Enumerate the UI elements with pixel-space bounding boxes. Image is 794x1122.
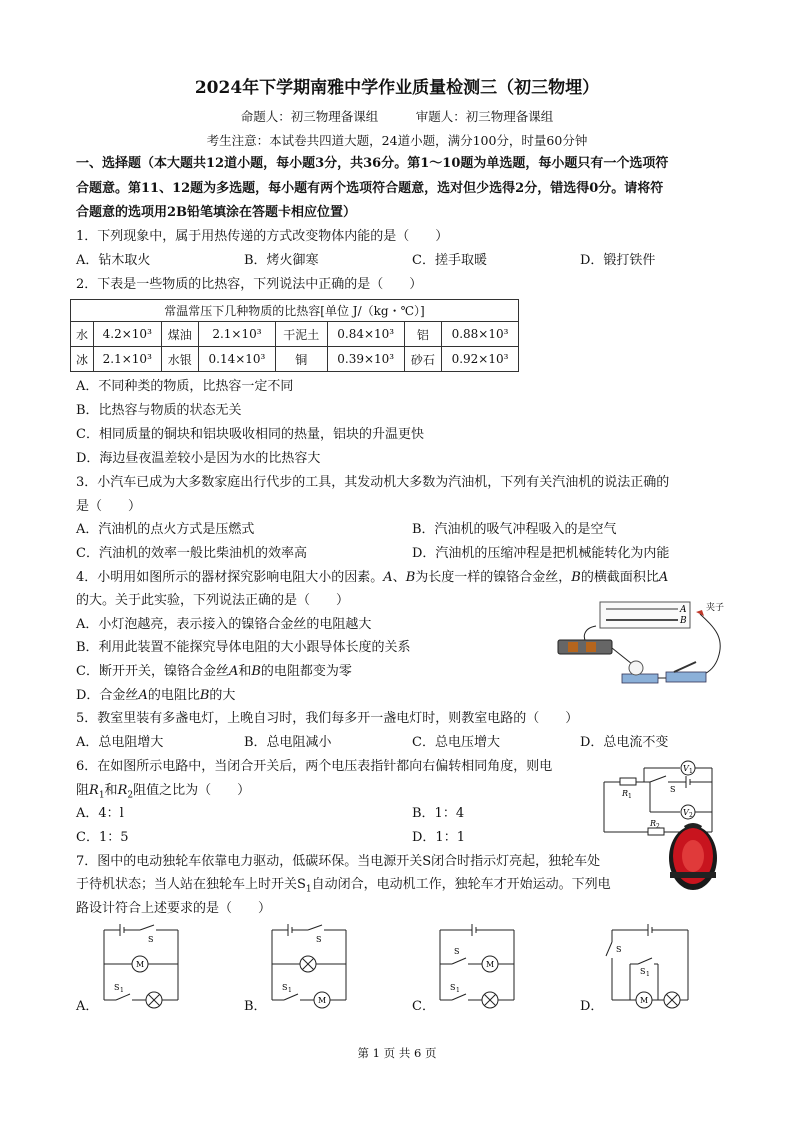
switch-icon	[650, 776, 666, 782]
fig-label-s1-sub: 1	[456, 987, 460, 994]
switch-s1-icon	[638, 958, 652, 964]
fig-label-r2: R	[650, 819, 657, 828]
fig-label-r1-sub: 1	[628, 793, 632, 800]
table-row	[71, 347, 519, 372]
table-cell: 干泥土	[275, 322, 327, 347]
q7-circuit-b	[268, 924, 350, 1004]
q7-stem-2: 于待机状态；当人站在独轮车上时开关$S_1$自动闭合，电动机工作，独轮车才开始运动。下列电	[76, 877, 611, 895]
table-cell: 0.39×10³	[327, 347, 404, 372]
q4-apparatus-figure	[550, 598, 750, 694]
fig-label-v2: V	[683, 808, 689, 817]
fig-label-b: B	[680, 616, 687, 626]
wire-lead	[612, 648, 632, 664]
fig-label-s: S	[316, 935, 322, 944]
q6-option-a: A．4：l	[76, 806, 124, 821]
q4-stem-2: 的大。关于此实验，下列说法正确的是（ ）	[76, 593, 350, 608]
table-cell: 4.2×10³	[93, 322, 161, 347]
table-cell: 2.1×10³	[198, 322, 275, 347]
switch-s1-icon	[284, 994, 298, 1000]
table-caption: 常温常压下几种物质的比热容[单位 J/（kg・℃）]	[71, 300, 519, 322]
q1-option-b: B．烤火御寒	[244, 253, 319, 268]
table-cell: 2.1×10³	[93, 347, 161, 372]
fig-label-clip: 夹子	[706, 603, 725, 613]
fig-label-m: M	[640, 996, 649, 1005]
battery-holder	[558, 640, 612, 654]
table-cell: 冰	[71, 347, 94, 372]
q6-option-d: D．1：1	[412, 830, 465, 845]
notice-line: 考生注意：本试卷共四道大题，24道小题，满分100分，时量60分钟	[206, 133, 588, 148]
q3-stem-2: 是（ ）	[76, 499, 142, 514]
q4-option-c: C．断开开关，镍铬合金丝A和B的电阻都变为零	[76, 664, 352, 679]
table-cell: 0.88×10³	[442, 322, 519, 347]
fig-label-m: M	[318, 996, 327, 1005]
authors-line: 命题人：初三物理备课组 审题人：初三物理备课组	[240, 109, 554, 124]
q7-option-c: C．	[412, 999, 435, 1014]
switch-s-icon	[452, 958, 466, 964]
fig-label-m: M	[486, 960, 495, 969]
section-instructions-2: 合题意。第11、12题为多选题，每小题有两个选项符合题意，选对但少选得2分，错选得0分。请将符	[76, 181, 664, 196]
battery-icon	[568, 642, 578, 652]
q3-option-c: C．汽油机的效率一般比柴油机的效率高	[76, 546, 307, 561]
q6-option-b: B．1：4	[412, 806, 465, 821]
fig-label-s: S	[148, 935, 154, 944]
q5-option-b: B．总电阻减小	[244, 735, 332, 750]
fig-label-s: S	[616, 945, 622, 954]
clip-icon	[696, 610, 704, 616]
table-cell: 水	[71, 322, 94, 347]
q7-option-a: A．	[76, 999, 99, 1014]
fig-label-v1: V	[683, 764, 689, 773]
table-cell: 砂石	[404, 347, 441, 372]
q6-stem-1: 6．在如图所示电路中，当闭合开关后，两个电压表指针都向右偏转相同角度，则电	[76, 759, 553, 774]
fig-label-s1: S	[114, 983, 120, 992]
section-instructions-1: 一、选择题（本大题共12道小题，每小题3分，共36分。第1～10题为单选题，每小题只有一个选项符	[76, 156, 669, 171]
q4-option-d: D．合金丝A的电阻比B的大	[76, 688, 236, 703]
switch-s1-icon	[452, 994, 466, 1000]
q5-option-d: D．总电流不变	[580, 735, 669, 750]
q5-option-c: C．总电压增大	[412, 735, 500, 750]
specific-heat-table	[70, 299, 519, 372]
fig-label-s1-sub: 1	[646, 971, 650, 978]
table-row	[71, 322, 519, 347]
fig-label-a: A	[680, 605, 687, 615]
fig-label-v1-sub: 1	[689, 768, 693, 775]
page-number: 第 1 页 共 6 页	[357, 1046, 437, 1060]
switch-lever-icon	[674, 662, 696, 672]
section-instructions-3: 合题意的选项用2B铅笔填涂在答题卡相应位置）	[76, 205, 357, 220]
switch-s-icon	[140, 925, 154, 930]
q2-option-a: A．不同种类的物质，比热容一定不同	[76, 379, 294, 394]
page-title: 2024年下学期南雅中学作业质量检测三（初三物埋）	[194, 78, 600, 98]
q2-stem: 2．下表是一些物质的比热容，下列说法中正确的是（ ）	[76, 277, 423, 292]
q1-stem: 1．下列现象中，属于用热传递的方式改变物体内能的是（ ）	[76, 229, 449, 244]
q3-option-d: D．汽油机的压缩冲程是把机械能转化为内能	[412, 546, 670, 561]
q4-stem-1: 4．小明用如图所示的器材探究影响电阻大小的因素。A、B为长度一样的镍铬合金丝，B的横截面积比A	[76, 570, 669, 585]
switch-s1-icon	[116, 994, 130, 1000]
q6-stem-2: 阻$R_1$和$R_2$阻值之比为（ ）	[76, 783, 251, 801]
fig-label-s1-sub: 1	[288, 987, 292, 994]
q7-circuit-a	[100, 924, 182, 1004]
switch-s-icon	[308, 925, 322, 930]
resistor-r1	[620, 778, 636, 785]
table-cell: 0.92×10³	[442, 347, 519, 372]
q7-option-d: D．	[580, 999, 604, 1014]
q7-option-b: B．	[244, 999, 267, 1014]
q1-option-a: A．钻木取火	[76, 253, 151, 268]
q3-option-a: A．汽油机的点火方式是压燃式	[76, 522, 255, 537]
q7-stem-1: 7．图中的电动独轮车依靠电力驱动，低碳环保。当电源开关S闭合时指示灯亮起，独轮车处	[76, 854, 601, 869]
fig-label-s1: S	[450, 983, 456, 992]
q7-circuit-c	[436, 924, 518, 1004]
q1-option-c: C．搓手取暖	[412, 253, 487, 268]
fig-label-s1: S	[640, 967, 646, 976]
q1-option-d: D．锻打铁件	[580, 253, 656, 268]
q2-option-d: D．海边昼夜温差较小是因为水的比热容大	[76, 451, 321, 466]
table-cell: 铜	[275, 347, 327, 372]
q4-option-b: B．利用此装置不能探究导体电阻的大小跟导体长度的关系	[76, 640, 411, 655]
table-cell: 煤油	[161, 322, 198, 347]
q4-option-a: A．小灯泡越亮，表示接入的镍铬合金丝的电阻越大	[76, 617, 372, 632]
table-cell: 铝	[404, 322, 441, 347]
switch-base	[666, 672, 706, 682]
q7-circuit-d	[604, 924, 694, 1004]
fig-label-s: S	[454, 947, 460, 956]
lamp-bulb-icon	[629, 661, 643, 675]
fig-label-s1-sub: 1	[120, 987, 124, 994]
fig-label-r2-sub: 2	[656, 823, 660, 830]
q2-option-b: B．比热容与物质的状态无关	[76, 403, 242, 418]
fig-label-s1: S	[282, 983, 288, 992]
q7-stem-3: 路设计符合上述要求的是（ ）	[76, 901, 272, 916]
table-cell: 水银	[161, 347, 198, 372]
fig-label-v2-sub: 2	[689, 812, 693, 819]
lamp-base	[622, 674, 658, 683]
table-cell: 0.14×10³	[198, 347, 275, 372]
fig-label-m: M	[136, 960, 145, 969]
q2-option-c: C．相同质量的铜块和铝块吸收相同的热量，铝块的升温更快	[76, 427, 424, 442]
electric-unicycle-image	[666, 820, 720, 892]
q3-stem-1: 3．小汽车已成为大多数家庭出行代步的工具，其发动机大多数为汽油机，下列有关汽油机的说法正确的	[76, 475, 670, 490]
q3-option-b: B．汽油机的吸气冲程吸入的是空气	[412, 522, 617, 537]
fig-label-r1: R	[622, 789, 629, 798]
alloy-board	[600, 602, 690, 628]
table-cell: 0.84×10³	[327, 322, 404, 347]
battery-icon	[586, 642, 596, 652]
q5-stem: 5．教室里装有多盏电灯，上晚自习时，我们每多开一盏电灯时，则教室电路的（ ）	[76, 711, 579, 726]
switch-s-icon	[606, 942, 612, 956]
fig-label-s: S	[670, 785, 676, 794]
q6-option-c: C．1：5	[76, 830, 129, 845]
q5-option-a: A．总电阻增大	[76, 735, 164, 750]
